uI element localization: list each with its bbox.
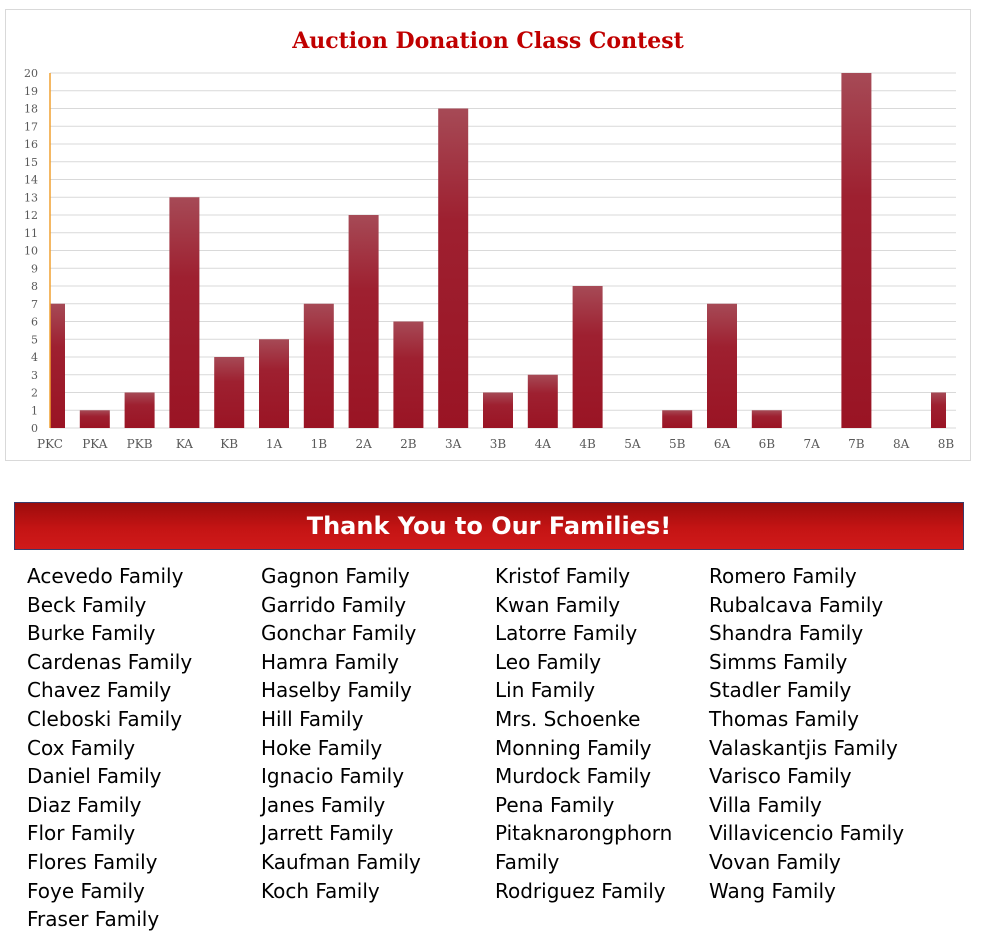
bar-8B	[931, 393, 946, 429]
family-name: Stadler Family	[709, 678, 852, 703]
x-tick-label: PKA	[82, 437, 108, 451]
bar-6A	[707, 304, 737, 428]
x-tick-label: 5B	[668, 437, 686, 451]
family-name: Family	[495, 849, 560, 874]
family-name: Kaufman Family	[261, 849, 421, 874]
family-name: Simms Family	[709, 649, 848, 674]
family-name: Hill Family	[261, 706, 364, 731]
y-tick-label: 19	[24, 84, 38, 98]
x-tick-label: 6B	[758, 437, 776, 451]
family-name: Fraser Family	[27, 907, 160, 932]
x-tick-label: 3B	[489, 437, 507, 451]
x-tick-label: 8B	[937, 437, 955, 451]
family-name: Acevedo Family	[27, 564, 184, 588]
family-name: Rubalcava Family	[709, 592, 884, 617]
y-tick-label: 6	[31, 315, 38, 329]
family-name: Latorre Family	[495, 621, 638, 646]
bar-6B	[752, 410, 782, 428]
bar-1A	[259, 339, 289, 428]
family-name: Mrs. Schoenke	[495, 706, 641, 731]
bar-3B	[483, 393, 513, 429]
family-name: Kwan Family	[495, 592, 621, 617]
bar-4B	[573, 286, 603, 428]
chart-title: Auction Donation Class Contest	[292, 28, 684, 54]
y-tick-label: 15	[24, 155, 38, 169]
y-tick-label: 16	[24, 138, 38, 151]
y-tick-label: 9	[31, 262, 38, 276]
x-tick-label: 2B	[400, 437, 417, 451]
bar-2B	[393, 322, 423, 429]
family-column-1	[27, 562, 192, 934]
x-tick-label: PKC	[37, 437, 63, 451]
y-tick-label: 2	[31, 386, 38, 400]
family-name: Murdock Family	[495, 764, 652, 789]
family-name: Hoke Family	[261, 735, 383, 760]
x-tick-label: 1A	[265, 437, 283, 451]
x-tick-label: 4A	[534, 437, 551, 451]
family-name: Varisco Family	[709, 764, 852, 789]
x-tick-label: 1B	[310, 437, 328, 451]
bar-chart	[6, 10, 972, 462]
family-name: Wang Family	[709, 878, 836, 903]
y-tick-label: 8	[31, 280, 38, 293]
y-tick-label: 5	[31, 333, 38, 347]
family-column-2	[261, 562, 421, 905]
family-name: Villavicencio Family	[709, 821, 905, 846]
family-column-3	[495, 562, 672, 905]
family-name: Monning Family	[495, 735, 652, 760]
family-name: Romero Family	[709, 564, 857, 588]
family-name: Thomas Family	[709, 706, 859, 731]
y-tick-label: 17	[24, 120, 38, 134]
family-name: Beck Family	[27, 592, 147, 617]
family-name: Flor Family	[27, 821, 136, 846]
family-name: Pitaknarongphorn	[495, 821, 673, 846]
y-tick-label: 20	[24, 67, 38, 80]
family-name: Haselby Family	[261, 678, 412, 703]
bar-KA	[169, 197, 199, 428]
family-name: Daniel Family	[27, 764, 162, 789]
family-name: Vovan Family	[709, 849, 841, 874]
bar-1B	[304, 304, 334, 428]
bar-4A	[528, 375, 558, 428]
bar-2A	[349, 215, 379, 428]
family-name: Janes Family	[261, 792, 386, 817]
family-name: Kristof Family	[495, 564, 631, 588]
family-name: Cardenas Family	[27, 649, 193, 674]
y-tick-label: 11	[24, 226, 38, 240]
family-name: Rodriguez Family	[495, 878, 666, 903]
family-name: Ignacio Family	[261, 764, 405, 789]
x-tick-label: KB	[220, 437, 239, 451]
x-axis-ticks	[37, 437, 954, 451]
family-list	[0, 562, 994, 942]
family-name: Flores Family	[27, 849, 158, 874]
x-tick-label: PKB	[126, 437, 153, 451]
y-tick-label: 4	[31, 351, 38, 364]
x-tick-label: KA	[175, 437, 193, 451]
family-name: Diaz Family	[27, 792, 142, 817]
y-tick-label: 10	[24, 244, 38, 258]
family-name: Chavez Family	[27, 678, 172, 703]
y-axis-ticks	[24, 67, 38, 435]
y-tick-label: 3	[31, 368, 38, 382]
x-tick-label: 4B	[579, 437, 596, 451]
bar-PKB	[125, 393, 155, 429]
chart-panel	[5, 9, 971, 461]
family-name: Shandra Family	[709, 621, 864, 646]
thank-you-banner	[14, 502, 964, 550]
family-name: Gonchar Family	[261, 621, 417, 646]
x-tick-label: 7A	[803, 437, 820, 451]
y-tick-label: 1	[31, 404, 38, 418]
y-tick-label: 14	[24, 173, 38, 187]
bar-PKC	[50, 304, 65, 428]
x-tick-label: 6A	[713, 437, 731, 451]
family-name: Valaskantjis Family	[709, 735, 898, 760]
family-name: Jarrett Family	[261, 821, 394, 846]
x-tick-label: 7B	[848, 437, 865, 451]
x-tick-label: 8A	[893, 437, 910, 451]
family-name: Hamra Family	[261, 649, 399, 674]
y-tick-label: 7	[31, 297, 38, 311]
x-tick-label: 5A	[624, 437, 641, 451]
family-column-4	[709, 562, 904, 905]
x-tick-label: 2A	[355, 437, 372, 451]
bar-3A	[438, 109, 468, 429]
family-name: Lin Family	[495, 678, 596, 703]
family-name: Pena Family	[495, 792, 615, 817]
family-name: Gagnon Family	[261, 564, 410, 588]
family-name: Burke Family	[27, 621, 156, 646]
y-tick-label: 0	[31, 422, 38, 435]
bar-PKA	[80, 410, 110, 428]
bar-KB	[214, 357, 244, 428]
family-name: Villa Family	[709, 792, 822, 817]
family-name: Garrido Family	[261, 592, 407, 617]
family-name: Foye Family	[27, 878, 145, 903]
bar-7B	[841, 73, 871, 428]
y-tick-label: 12	[24, 209, 38, 222]
family-name: Leo Family	[495, 649, 602, 674]
family-name: Cleboski Family	[27, 706, 183, 731]
family-name: Koch Family	[261, 878, 380, 903]
bar-5B	[662, 410, 692, 428]
y-tick-label: 18	[24, 102, 38, 116]
x-tick-label: 3A	[445, 437, 462, 451]
family-name: Cox Family	[27, 735, 136, 760]
y-tick-label: 13	[24, 191, 38, 205]
banner-title: Thank You to Our Families!	[306, 512, 672, 540]
